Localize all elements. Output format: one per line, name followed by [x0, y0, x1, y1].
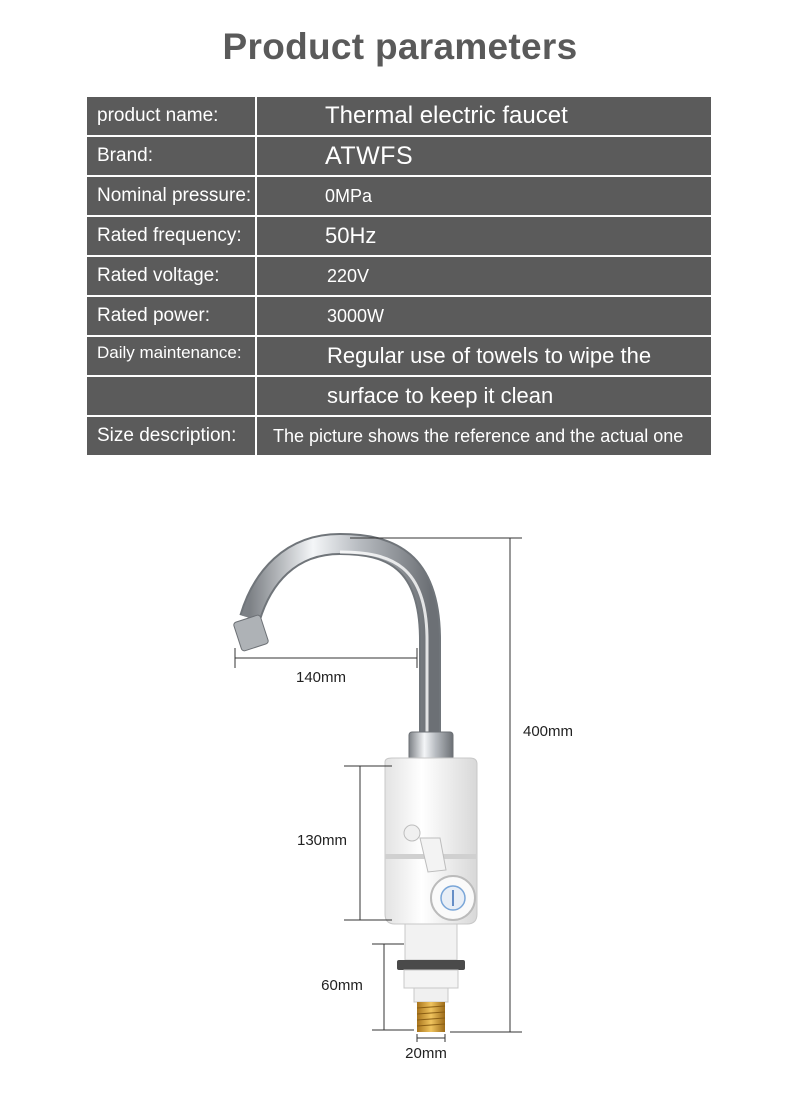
param-value: 50Hz — [257, 217, 711, 255]
param-row-rated-voltage — [87, 257, 711, 295]
param-row-nominal-pressure — [87, 177, 711, 215]
param-label: Rated frequency: — [87, 217, 255, 255]
param-value: Thermal electric faucet — [257, 97, 711, 135]
parameters-table — [87, 97, 711, 457]
faucet-spout — [233, 544, 453, 760]
faucet-body — [385, 758, 477, 924]
faucet-base — [397, 924, 465, 1032]
faucet-dimension-diagram — [0, 500, 800, 1080]
param-row-brand — [87, 137, 711, 175]
param-row-size-description — [87, 417, 711, 455]
label-spout-reach: 140mm — [295, 669, 347, 686]
param-value: 220V — [257, 257, 711, 295]
label-base-height: 60mm — [321, 977, 363, 994]
param-row-product-name — [87, 97, 711, 135]
label-thread-width: 20mm — [405, 1045, 447, 1062]
param-value: 0MPa — [257, 177, 711, 215]
param-row-daily-maintenance-cont — [87, 377, 711, 415]
param-label: Rated power: — [87, 297, 255, 335]
page-title: Product parameters — [222, 26, 578, 67]
param-label: Brand: — [87, 137, 255, 175]
param-row-rated-power — [87, 297, 711, 335]
param-row-rated-frequency — [87, 217, 711, 255]
param-label: Daily maintenance: — [87, 337, 255, 375]
param-label: Size description: — [87, 417, 255, 455]
label-total-height: 400mm — [522, 723, 574, 740]
dimension-spout-reach — [235, 648, 417, 668]
param-value: surface to keep it clean — [257, 377, 711, 415]
param-value: ATWFS — [257, 137, 711, 175]
param-row-daily-maintenance — [87, 337, 711, 375]
param-value: 3000W — [257, 297, 711, 335]
param-label: product name: — [87, 97, 255, 135]
param-label — [87, 377, 255, 415]
param-label: Rated voltage: — [87, 257, 255, 295]
param-label: Nominal pressure: — [87, 177, 255, 215]
dimension-thread-width — [417, 1034, 445, 1042]
param-value: The picture shows the reference and the actual one — [257, 417, 711, 455]
param-value: Regular use of towels to wipe the — [257, 337, 711, 375]
label-body-height: 130mm — [296, 832, 348, 849]
